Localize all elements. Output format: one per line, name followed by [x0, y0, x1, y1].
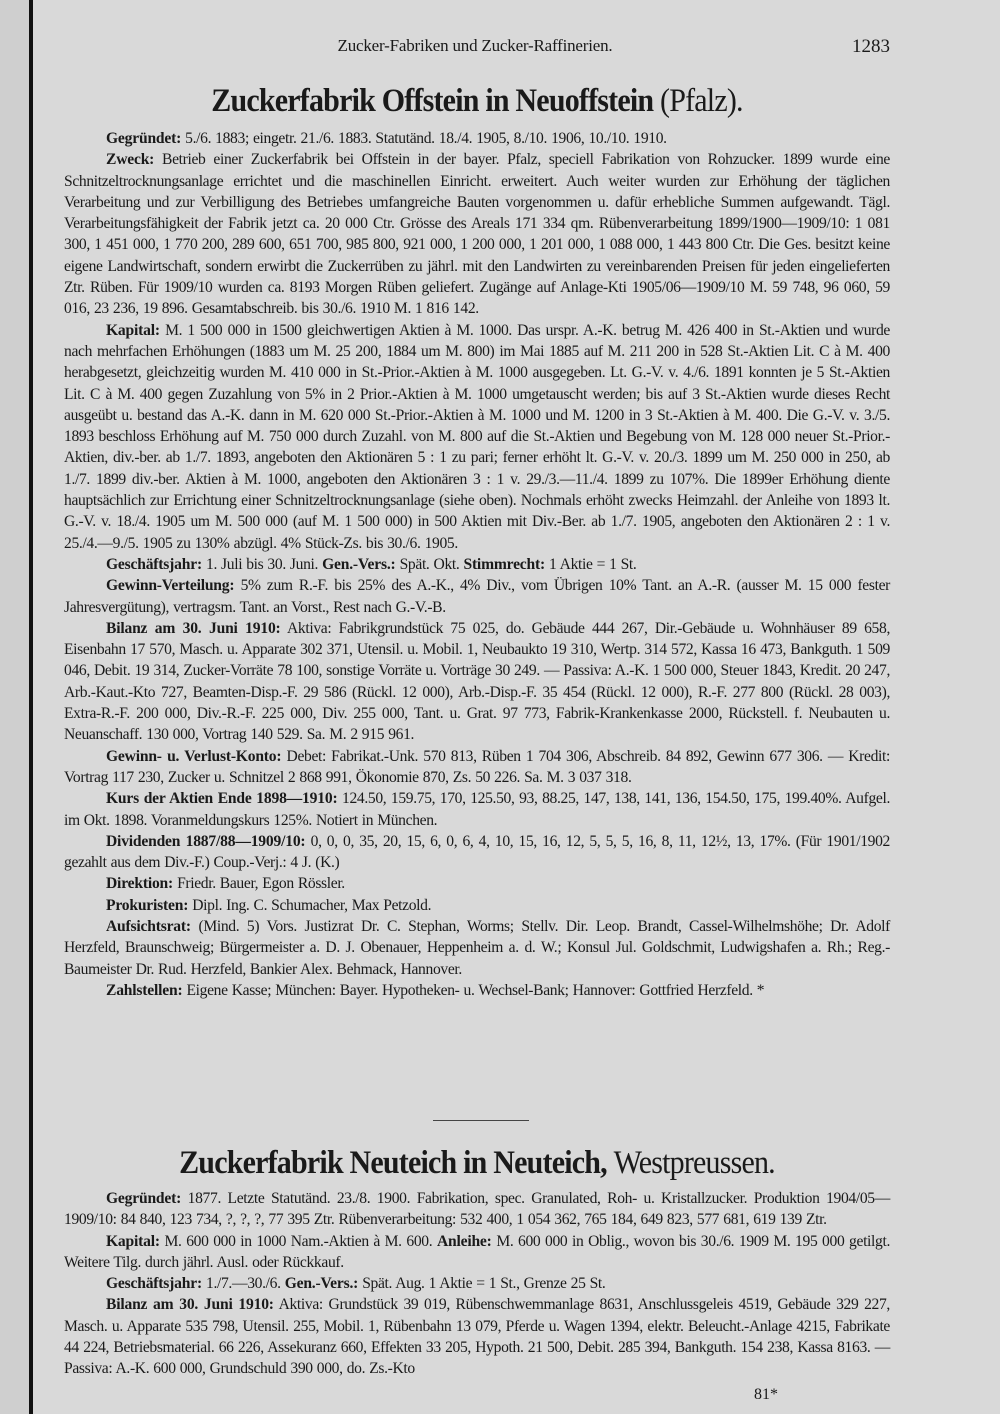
paragraph-label: Gewinn- u. Verlust-Konto:: [106, 747, 282, 765]
paragraph-label: Kapital:: [106, 1232, 160, 1250]
paragraph-text: 5% zum R.-F. bis 25% des A.-K., 4% Div., vom Übrigen 10% Tant. an A.-R. (ausser M. 15 000 fester Jahresvergütung), vertragsm. Tant. an Vorst., Rest nach G.-V.-B.: [64, 577, 890, 616]
paragraph: [64, 618, 890, 746]
paragraph: [64, 128, 890, 149]
signature-mark: 81*: [754, 1386, 778, 1403]
paragraph: [64, 873, 890, 894]
paragraph: [64, 575, 890, 618]
paragraph-text: 5./6. 1883; eingetr. 21./6. 1883. Statutänd. 18./4. 1905, 8./10. 1906, 10./10. 1910.: [181, 130, 667, 147]
paragraph-label: Gegründet:: [106, 1190, 182, 1207]
paragraph: [64, 1231, 890, 1274]
section-body: [64, 1188, 890, 1380]
paragraph-text: M. 600 000 in Oblig., wovon bis 30./6. 1909 M. 195 000 getilgt. Weitere Tilg. durch jährl. Ausl. oder Rückkauf.: [64, 1232, 891, 1271]
paragraph-text: Debet: Fabrikat.-Unk. 570 813, Rüben 1 704 306, Abschreib. 84 892, Gewinn 677 306. — Kredit: Vortrag 117 230, Zucker u. Schnitzel 2 868 991, Ökonomie 870, Zs. 50 226. Sa. M. 3 037 318.: [64, 747, 890, 786]
paragraph: [64, 895, 890, 916]
paragraph-label: Zahlstellen:: [106, 981, 183, 999]
paragraph-label: Geschäftsjahr:: [106, 1275, 202, 1293]
paragraph-label: Kapital:: [106, 321, 160, 339]
paragraph-label: Anleihe:: [436, 1232, 492, 1250]
paragraph-text: 1877. Letzte Statutänd. 23./8. 1900. Fabrikation, spec. Granulated, Roh- u. Kristallzucker. Produktion 1904/05—1909/10: 84 840, 123 734, ?, ?, ?, 77 395 Ztr. Rübenverarbeitung: 532 400, 1 054 362, 765 184, 649 823, 577 681, 619 139 Ztr.: [64, 1190, 890, 1229]
paragraph-label: Zweck:: [106, 151, 155, 169]
paragraph-label: Gegründet:: [106, 130, 182, 147]
paragraph: [64, 788, 890, 831]
paragraph: [64, 1273, 890, 1294]
paragraph-text: Spät. Okt.: [395, 555, 464, 573]
paragraph-text: Aktiva: Fabrikgrundstück 75 025, do. Gebäude 444 267, Dir.-Gebäude u. Wohnhäuser 89 658, Eisenbahn 17 570, Masch. u. Apparate 302 371, Utensil. u. Mobil. 1, Neubaukto 19 310, Wertp. 314 572, Kassa 16 473, Bankguth. 1 509 046, Debit. 19 314, Zucker-Vorräte 78 100, sonstige Vorräte u. Vorträge 30 249. — Passiva: A.-K. 1 500 000, Steuer 1843, Kredit. 20 247, Arb.-Kaut.-Kto 727, Beamten-Disp.-F. 29 586 (Rückl. 12 000), Arb.-Disp.-F. 35 454 (Rückl. 12 000), R.-F. 277 800 (Rückl. 28 003), Extra-R.-F. 200 000, Div.-R.-F. 225 000, Div. 255 000, Tant. u. Grat. 97 773, Fabrik-Krankenkasse 2000, Rückstell. f. Neubauten u. Neuanschaff. 130 000, Vortrag 140 529. Sa. M. 2 915 961.: [64, 619, 890, 744]
paragraph-label: Geschäftsjahr:: [106, 555, 202, 573]
paragraph-label: Gen.-Vers.:: [284, 1275, 359, 1293]
paragraph-text: Friedr. Bauer, Egon Rössler.: [173, 875, 345, 893]
paragraph: [64, 320, 890, 554]
paragraph-text: Spät. Aug. 1 Aktie = 1 St., Grenze 25 St.: [358, 1275, 606, 1293]
running-head: [60, 36, 890, 60]
paragraph: [64, 1188, 890, 1231]
section-offstein: [64, 84, 890, 1001]
page-margin: [0, 0, 30, 1414]
paragraph-text: (Mind. 5) Vors. Justizrat Dr. C. Stephan, Worms; Stellv. Dir. Leop. Brandt, Cassel-Wilhelmshöhe; Dr. Adolf Herzfeld, Braunschweig; Bürgermeister a. D. J. Obenauer, Heppenheim a. d. W.; Konsul Jul. Goldschmit, Ludwigshafen a. Rh.; Reg.-Baumeister Dr. Rud. Herzfeld, Bankier Alex. Behmack, Hannover.: [64, 917, 890, 978]
paragraph-text: Betrieb einer Zuckerfabrik bei Offstein in der bayer. Pfalz, speciell Fabrikation von Rohzucker. 1899 wurde eine Schnitzeltrocknungsanlage errichtet und die maschinellen Einricht. erweitert. Auch weiter wurden zur Erhöhung der täglichen Verarbeitung und zur Verbilligung des Betriebes umfangreiche Bauten vorgenommen u. dafür erhebliche Summen aufgewandt. Tägl. Verarbeitungsfähigkeit der Fabrik jetzt ca. 20 000 Ctr. Grösse des Areals 171 334 qm. Rübenverarbeitung 1899/1900—1909/10: 1 081 300, 1 451 000, 1 770 200, 289 600, 651 700, 985 800, 921 000, 1 200 000, 1 201 000, 1 088 000, 1 443 800 Ctr. Die Ges. besitzt keine eigene Landwirtschaft, sondern erwirbt die Zuckerrüben zu jährl. mit den Landwirten zu vereinbarenden Preisen für jeden eingelieferten Ztr. Rüben. Für 1909/10 wurden ca. 8193 Morgen Rüben geliefert. Zugänge auf Anlage-Kti 1905/06—1909/10 M. 59 748, 96 060, 59 016, 23 236, 19 896. Gesamtabschreib. bis 30./6. 1910 M. 1 816 142.: [64, 151, 890, 318]
paragraph-text: Aktiva: Grundstück 39 019, Rübenschwemmanlage 8631, Anschlussgeleis 4519, Gebäude 329 227, Masch. u. Apparate 535 798, Utensil. 255, Mobil. 1, Rübenbahn 13 079, Pferde u. Wagen 1394, elektr. Beleucht.-Anlage 4215, Fabrikate 44 224, Betriebsmaterial. 66 226, Assekuranz 660, Effekten 33 205, Hypoth. 21 500, Debit. 285 394, Bankguth. 154 238, Kassa 8163. — Passiva: A.-K. 600 000, Grundschuld 390 000, do. Zs.-Kto: [64, 1296, 890, 1378]
page-edge-line: [29, 0, 33, 1414]
paragraph-label: Direktion:: [106, 875, 174, 893]
paragraph-label: Gewinn-Verteilung:: [106, 577, 235, 595]
section-body: [64, 128, 890, 1001]
paragraph: [64, 980, 890, 1001]
paragraph-label: Prokuristen:: [106, 896, 189, 914]
paragraph: [64, 916, 890, 980]
section-neuteich: [64, 1146, 890, 1380]
title-suffix: Westpreussen.: [613, 1144, 775, 1181]
paragraph-text: 1 Aktie = 1 St.: [545, 555, 637, 573]
paragraph: [64, 1294, 890, 1379]
paragraph-label: Aufsichtsrat:: [106, 917, 191, 935]
paragraph: [64, 149, 890, 319]
title-suffix: (Pfalz).: [660, 82, 743, 119]
section-title: [64, 82, 890, 119]
paragraph-text: Dipl. Ing. C. Schumacher, Max Petzold.: [188, 896, 432, 914]
paragraph-label: Kurs der Aktien Ende 1898—1910:: [106, 790, 338, 808]
paragraph: [64, 554, 890, 575]
paragraph-text: M. 1 500 000 in 1500 gleichwertigen Aktien à M. 1000. Das urspr. A.-K. betrug M. 426 400 in St.-Aktien und wurde nach mehrfachen Erhöhungen (1883 um M. 25 200, 1884 um M. 800) im Mai 1885 auf M. 211 200 in 528 St.-Aktien Lit. C à M. 400 herabgesetzt, gleichzeitig wurden M. 410 000 in St.-Prior.-Aktien à M. 1000 ausgegeben. Lt. G.-V. v. 4./6. 1891 konnten je 5 St.-Aktien Lit. C à M. 400 gegen Zuzahlung von 5% in 2 Prior.-Aktien à M. 1000 umgetauscht werden; bis auf 3 St.-Aktien wurde dieses Recht ausgeübt u. bestand das A.-K. dann in M. 620 000 St.-Prior.-Aktien à M. 1000 und M. 1200 in 3 St.-Aktien à M. 400. Die G.-V. v. 3./5. 1893 beschloss Erhöhung auf M. 750 000 durch Zuzahl. von M. 800 auf die St.-Aktien und Begebung von M. 128 000 neuer St.-Prior.-Aktien, div.-ber. ab 1./7. 1893, angeboten den Aktionären 5 : 1 zu pari; ferner erhöht lt. G.-V. v. 20./3. 1899 um M. 250 000 in 250, ab 1./7. 1899 div.-ber. Aktien à M. 1000, angeboten den Aktionären 3 : 1 v. 29./3.—11./4. 1899 zu 107%. Die 1899er Erhöhung diente hauptsächlich zur Errichtung einer Schnitzeltrocknungsanlage (siehe oben). Nochmals erhöht zwecks Heimzahl. der Anleihe von 1893 lt. G.-V. v. 18./4. 1905 um M. 500 000 (auf M. 1 500 000) in 500 Aktien mit Div.-Ber. ab 1./7. 1905, angeboten den Aktionären 2 : 1 v. 25./4.—9./5. 1905 zu 130% abzügl. 4% Stück-Zs. bis 30./6. 1905.: [64, 321, 890, 552]
paragraph-label: Bilanz am 30. Juni 1910:: [106, 1296, 274, 1314]
running-head-title: Zucker-Fabriken und Zucker-Raffinerien.: [337, 36, 613, 55]
title-main: Zuckerfabrik Neuteich in Neuteich,: [179, 1144, 607, 1181]
paragraph: [64, 746, 890, 789]
paragraph-text: 124.50, 159.75, 170, 125.50, 93, 88.25, 147, 138, 141, 136, 154.50, 175, 199.40%. Aufgel. im Okt. 1898. Voranmeldungskurs 125%. Notiert in München.: [64, 790, 890, 829]
paragraph-text: 1. Juli bis 30. Juni.: [201, 555, 323, 573]
section-title: [64, 1144, 890, 1181]
paragraph-text: M. 600 000 in 1000 Nam.-Aktien à M. 600.: [159, 1232, 437, 1250]
paragraph-label: Dividenden 1887/88—1909/10:: [106, 832, 306, 850]
paragraph-text: Eigene Kasse; München: Bayer. Hypotheken- u. Wechsel-Bank; Hannover: Gottfried Herzfeld. *: [182, 981, 765, 999]
paragraph-label: Gen.-Vers.:: [322, 555, 396, 573]
paragraph-text: 1./7.—30./6.: [201, 1275, 285, 1293]
paragraph-label: Stimmrecht:: [463, 555, 545, 573]
section-divider: [433, 1120, 529, 1121]
paragraph: [64, 831, 890, 874]
title-main: Zuckerfabrik Offstein in Neuoffstein: [211, 82, 654, 119]
paragraph-text: 0, 0, 0, 35, 20, 15, 6, 0, 6, 4, 10, 15, 16, 12, 5, 5, 5, 16, 8, 11, 12½, 13, 17%. (Für 1901/1902 gezahlt aus dem Div.-F.) Coup.-Verj.: 4 J. (K.): [64, 832, 890, 872]
paragraph-label: Bilanz am 30. Juni 1910:: [106, 619, 281, 637]
page-number: 1283: [852, 36, 890, 57]
